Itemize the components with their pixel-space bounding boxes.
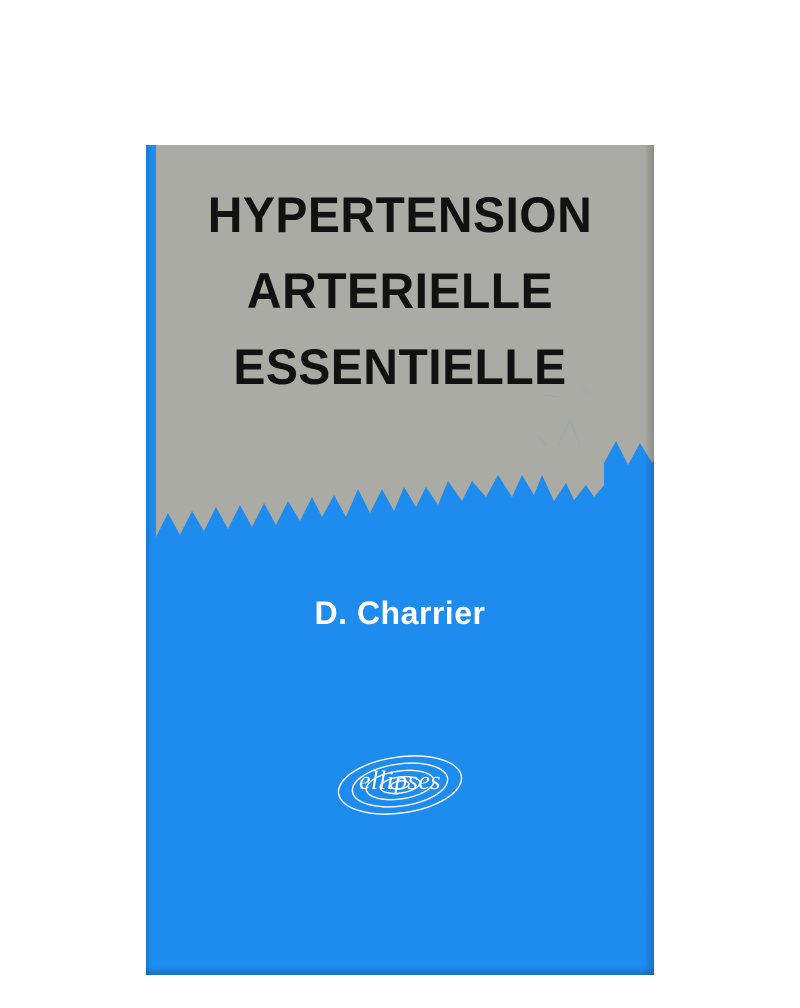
publisher-logo (300, 740, 500, 830)
cover-bottom-shading (146, 967, 654, 975)
book-cover (146, 145, 654, 975)
title-line-3: ESSENTIELLE (233, 339, 567, 395)
author-name: D. Charrier (314, 595, 486, 631)
cover-title (146, 177, 654, 405)
title-line-1: HYPERTENSION (207, 187, 593, 243)
title-line-2: ARTERIELLE (246, 263, 554, 319)
publisher-name: ellipses (359, 766, 441, 795)
